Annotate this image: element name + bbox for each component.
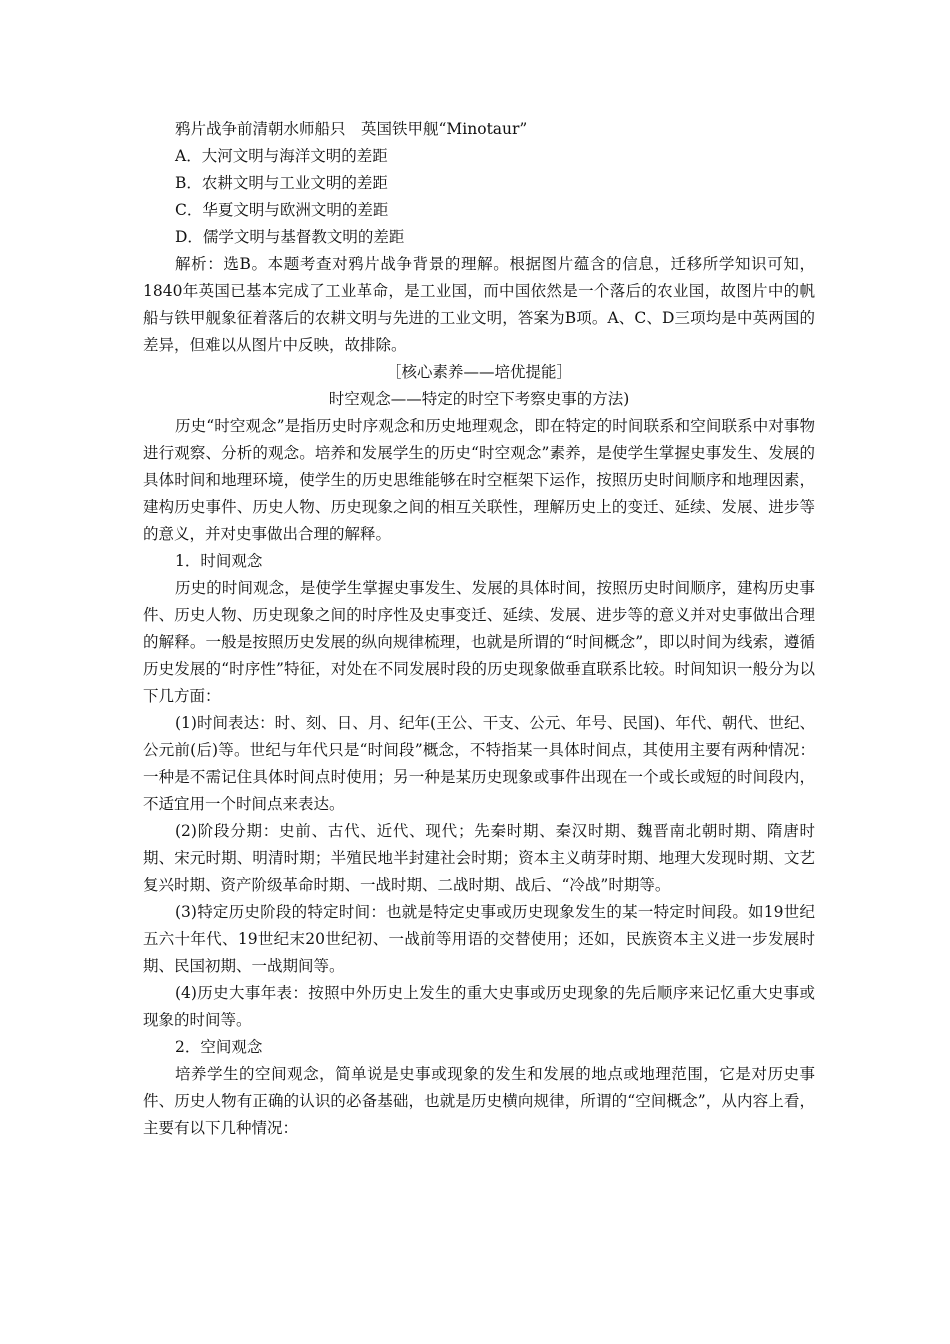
intro-paragraph: 历史“时空观念”是指历史时序观念和历史地理观念，即在特定的时间联系和空间联系中对事物进行观察、分析的观念。培养和发展学生的历史“时空观念”素养，是使学生掌握史事发生、发展的具体时间和地理环境，使学生的历史思维能够在时空框架下运作，按照历史时间顺序和地理因素，建构历史事件、历史人物、历史现象之间的相互关联性，理解历史上的变迁、延续、发展、进步等的意义，并对史事做出合理的解释。 [143, 417, 815, 543]
time-item-expression: (1)时间表达：时、刻、日、月、纪年(王公、干支、公元、年号、民国)、年代、朝代、世纪、公元前(后)等。世纪与年代只是“时间段”概念，不特指某一具体时间点，其使用主要有两种情况：一种是不需记住具体时间点时使用；另一种是某历史现象或事件出现在一个或长或短的时间段内，不适宜用一个时间点来表达。 [143, 714, 815, 813]
answer-analysis: 解析：选B。本题考查对鸦片战争背景的理解。根据图片蕴含的信息，迁移所学知识可知，1840年英国已基本完成了工业革命，是工业国，而中国依然是一个落后的农业国，故图片中的帆船与铁甲舰象征着落后的农耕文明与先进的工业文明，答案为B项。A、C、D三项均是中英两国的差异，但难以从图片中反映，故排除。 [143, 255, 815, 354]
option-a: A．大河文明与海洋文明的差距 [175, 147, 388, 165]
time-item-periods: (2)阶段分期：史前、古代、近代、现代；先秦时期、秦汉时期、魏晋南北朝时期、隋唐时期、宋元时期、明清时期；半殖民地半封建社会时期；资本主义萌芽时期、地理大发现时期、文艺复兴时期、资产阶级革命时期、一战时期、二战时期、战后、“冷战”时期等。 [143, 822, 815, 894]
space-concept-heading: 2．空间观念 [175, 1038, 263, 1056]
space-concept-intro: 培养学生的空间观念，简单说是史事或现象的发生和发展的地点或地理范围，它是对历史事件、历史人物有正确的认识的必备基础，也就是历史横向规律，所谓的“空间概念”，从内容上看，主要有以下几种情况： [143, 1065, 815, 1137]
image-caption: 鸦片战争前清朝水师船只 英国铁甲舰“Minotaur” [175, 120, 528, 138]
option-b: B．农耕文明与工业文明的差距 [175, 174, 388, 192]
section-subheading: 时空观念——特定的时空下考察史事的方法) [328, 390, 630, 408]
time-item-chronology: (4)历史大事年表：按照中外历史上发生的重大史事或历史现象的先后顺序来记忆重大史事或现象的时间等。 [143, 984, 815, 1029]
time-concept-heading: 1．时间观念 [175, 552, 263, 570]
document-page [143, 116, 815, 1142]
time-concept-intro: 历史的时间观念，是使学生掌握史事发生、发展的具体时间，按照历史时间顺序，建构历史事件、历史人物、历史现象之间的时序性及史事变迁、延续、发展、进步等的意义并对史事做出合理的解释。一般是按照历史发展的纵向规律梳理，也就是所谓的“时间概念”，即以时间为线索，遵循历史发展的“时序性”特征，对处在不同发展时段的历史现象做垂直联系比较。时间知识一般分为以下几方面： [143, 579, 815, 705]
section-heading: ［核心素养——培优提能］ [385, 363, 572, 381]
option-c: C．华夏文明与欧洲文明的差距 [175, 201, 389, 219]
time-item-specific: (3)特定历史阶段的特定时间：也就是特定史事或历史现象发生的某一特定时间段。如19世纪五六十年代、19世纪末20世纪初、一战前等用语的交替使用；还如，民族资本主义进一步发展时期、民国初期、一战期间等。 [143, 903, 815, 975]
option-d: D．儒学文明与基督教文明的差距 [175, 228, 405, 246]
